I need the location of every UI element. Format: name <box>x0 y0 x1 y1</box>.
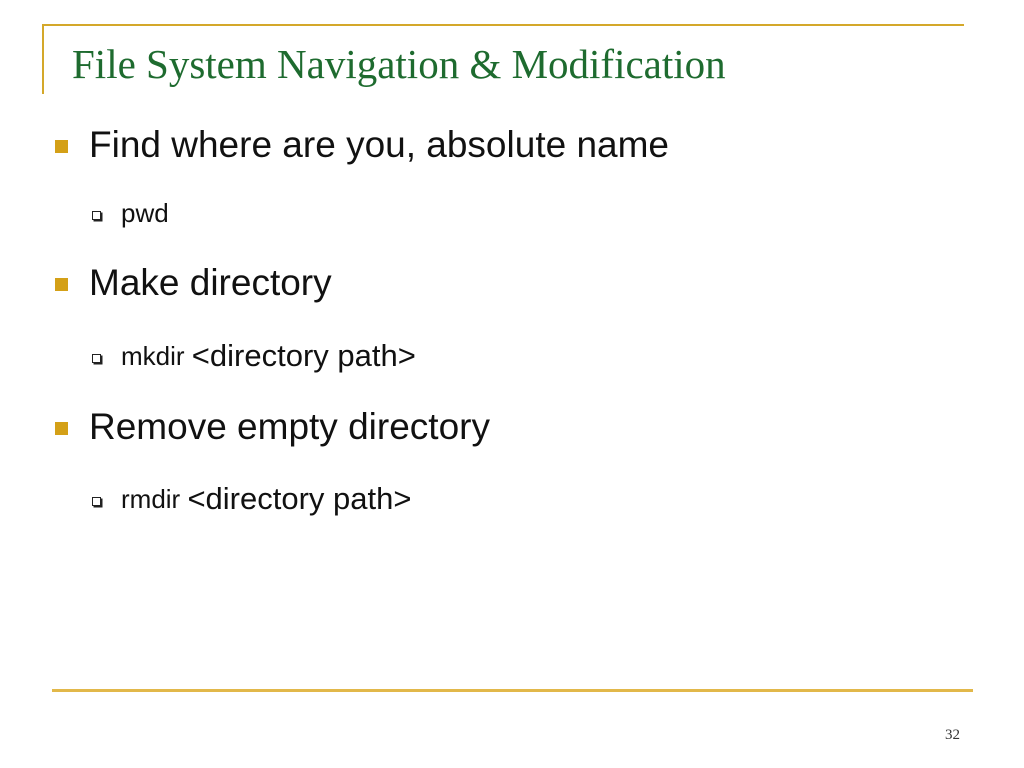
sub-bullet-item <box>92 193 169 233</box>
bullet-text: Remove empty directory <box>89 406 490 447</box>
bullet-text: Find where are you, absolute name <box>89 124 670 165</box>
command-space <box>180 479 187 519</box>
hollow-square-bullet-icon <box>92 211 101 220</box>
sub-bullet-item <box>92 336 416 376</box>
command-argument: <directory path> <box>191 338 416 373</box>
sub-bullet-item <box>92 479 411 519</box>
command-name: pwd <box>121 198 169 228</box>
hollow-square-bullet-icon <box>92 497 101 506</box>
square-bullet-icon <box>55 140 68 153</box>
square-bullet-icon <box>55 278 68 291</box>
command-space <box>185 336 192 376</box>
command-name: rmdir <box>121 484 181 514</box>
bullet-text: Make directory <box>89 262 332 303</box>
bottom-rule <box>52 689 973 692</box>
square-bullet-icon <box>55 422 68 435</box>
slide-title: File System Navigation & Modification <box>72 41 726 87</box>
bullet-item <box>55 259 332 307</box>
page-number: 32 <box>945 727 960 743</box>
command-name: mkdir <box>121 341 185 371</box>
bullet-item <box>55 403 490 451</box>
hollow-square-bullet-icon <box>92 354 101 363</box>
command-argument: <directory path> <box>187 481 412 516</box>
bullet-item <box>55 121 669 169</box>
